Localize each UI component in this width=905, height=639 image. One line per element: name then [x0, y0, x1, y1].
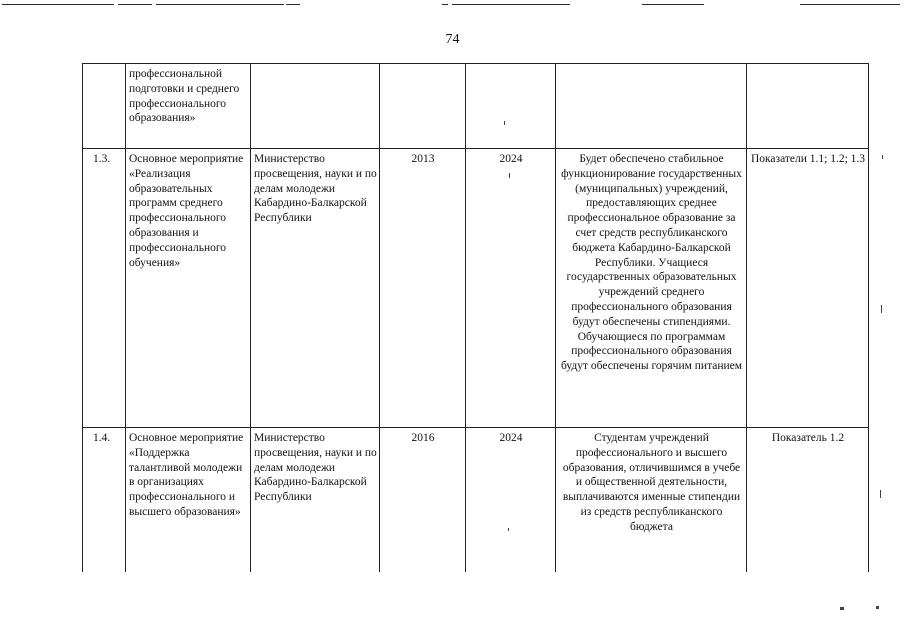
scan-line [118, 4, 152, 5]
row-number [83, 64, 126, 149]
executor: Министерство просвещения, науки и по делам молодежи Кабардино-Балкарской Республики [251, 428, 380, 572]
indicators [747, 64, 869, 149]
scan-line [800, 4, 900, 5]
expected-result [556, 64, 747, 149]
scan-speck [881, 305, 882, 313]
scan-line [286, 4, 300, 5]
start-year: 2016 [380, 428, 466, 572]
executor: Министерство просвещения, науки и по делам молодежи Кабардино-Балкарской Республики [251, 149, 380, 428]
start-year [380, 64, 466, 149]
measure-name: Основное мероприятие «Реализация образовательных программ среднего профессионального образования и профессионального обучения» [126, 149, 251, 428]
expected-result: Студентам учреждений профессионального и высшего образования, отличившимся в учебе и общественной деятельности, выплачиваются именные стипендии из средств республиканского бюджета [556, 428, 747, 572]
page-number: 74 [445, 32, 460, 47]
table-row [83, 149, 869, 428]
end-year [466, 64, 556, 149]
scan-speck [876, 606, 879, 609]
row-number: 1.4. [83, 428, 126, 572]
indicators: Показатели 1.1; 1.2; 1.3 [747, 149, 869, 428]
indicators: Показатель 1.2 [747, 428, 869, 572]
scan-speck [504, 121, 505, 125]
start-year: 2013 [380, 149, 466, 428]
program-table [82, 63, 869, 572]
scan-speck [840, 607, 844, 610]
scan-speck [508, 528, 509, 531]
table-row [83, 64, 869, 149]
executor [251, 64, 380, 149]
scan-line [642, 4, 704, 5]
row-number: 1.3. [83, 149, 126, 428]
scan-line [452, 4, 570, 5]
expected-result: Будет обеспечено стабильное функционирование государственных (муниципальных) учреждений, предоставляющих среднее профессиональное образование за счет средств республиканского бюджета Кабардино-Балкарской Республики. Учащиеся государственных образовательных учреждений среднего профессионального образования будут обеспечены стипендиями. Обучающиеся по программам профессионального образования будут обеспечены горячим питанием [556, 149, 747, 428]
end-year: 2024 [466, 428, 556, 572]
measure-name: профессиональной подготовки и среднего профессионального образования» [126, 64, 251, 149]
end-year: 2024 [466, 149, 556, 428]
scan-line [156, 4, 284, 5]
scan-line [442, 4, 448, 5]
scan-speck [509, 173, 510, 178]
table-row [83, 428, 869, 572]
measure-name: Основное мероприятие «Поддержка талантливой молодежи в организациях профессионального и высшего образования» [126, 428, 251, 572]
scan-line [2, 4, 114, 5]
scan-speck [880, 490, 881, 498]
scan-speck [882, 155, 883, 159]
